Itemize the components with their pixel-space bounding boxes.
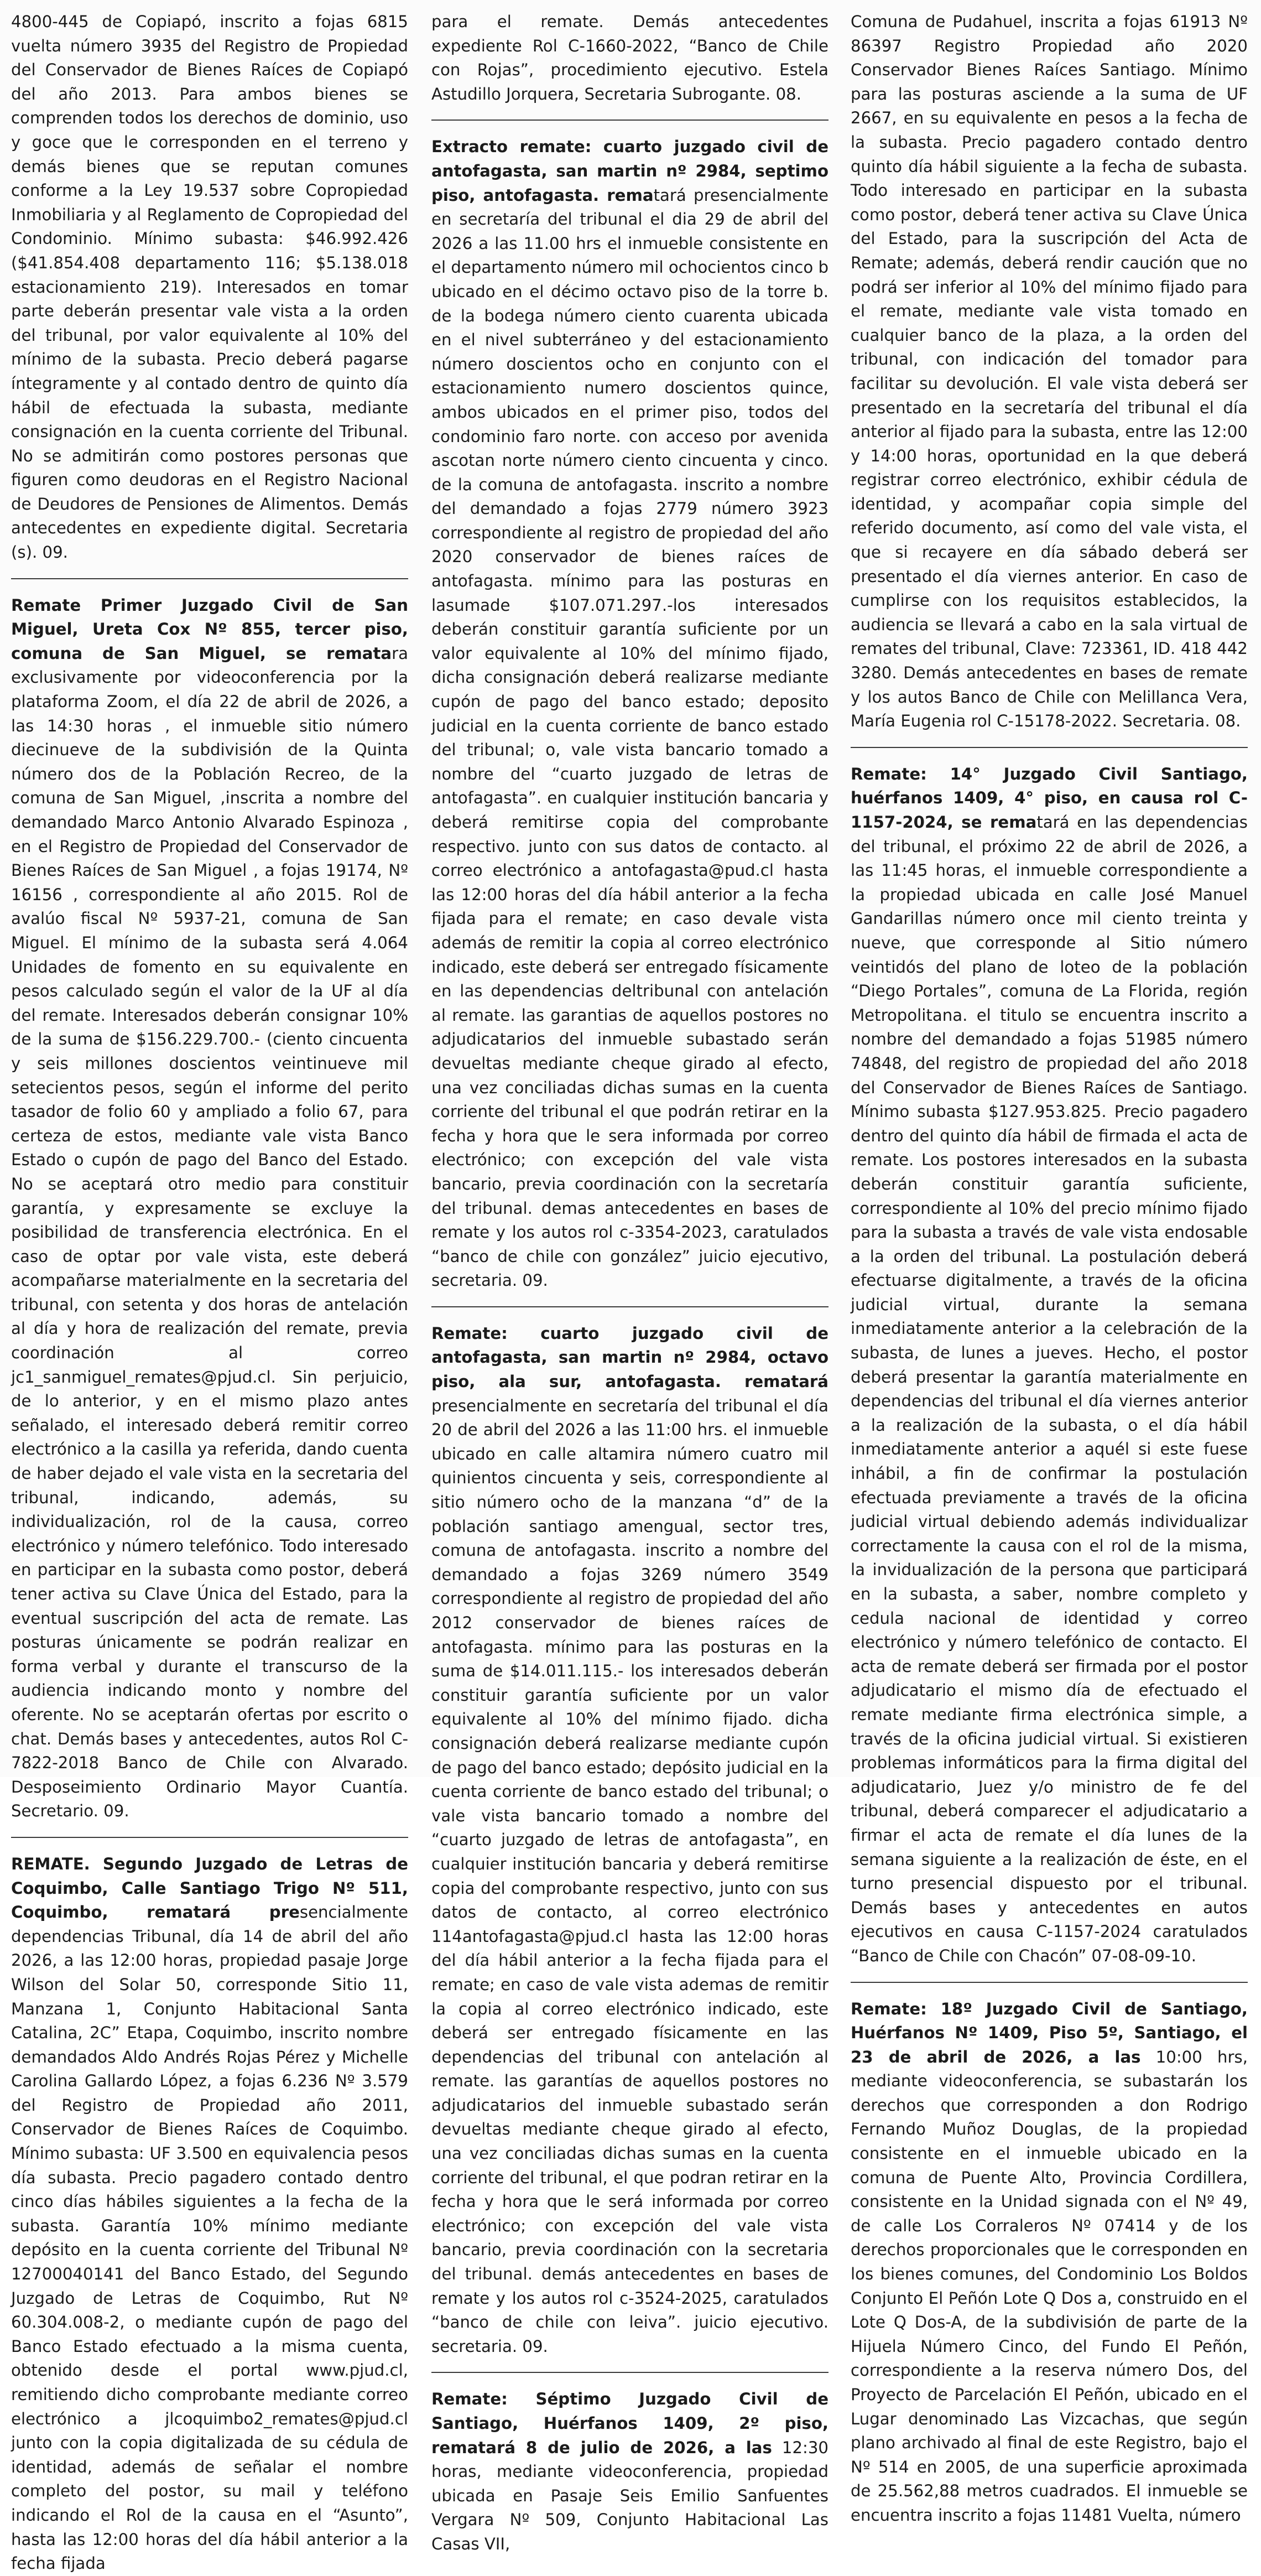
notice-coquimbo [11, 1852, 408, 2576]
notice-heading: Remate Primer Juzgado Civil de San Miguel, Ureta Cox Nº 855, tercer piso, comuna de San Miguel, se remata [11, 595, 408, 663]
notice-continuation [11, 10, 408, 565]
notice-body: Comuna de Pudahuel, inscrita a fojas 61913 Nº 86397 Registro Propiedad año 2020 Conservador Bienes Raíces Santiago. Mínimo para las posturas asciende a la suma de UF 2667, en su equivalente en pesos a la fecha de la subasta. Precio pagadero contado dentro quinto día hábil siguiente a la fecha de subasta. Todo interesado en participar en la subasta como postor, deberá tener activa su Clave Única del Estado, para la suscripción del Acta de Remate; además, deberá rendir caución que no podrá ser inferior al 10% del mínimo fijado para el remate, mediante vale vista tomado en cualquier banco de la plaza, a la orden del tribunal, con indicación del tomador para facilitar su devolución. El vale vista deberá ser presentado en la secretaría del tribunal el día anterior al fijado para la subasta, entre las 12:00 y 14:00 horas, oportunidad en la que deberá registrar correo electrónico, exhibir cédula de identidad, y acompañar copia simple del referido documento, así como del vale vista, el que si recayere en día sábado deberá ser presentado el día viernes anterior. En caso de cumplirse con los requisitos establecidos, la audiencia se llevará a cabo en la sala virtual de remates del tribunal, Clave: 723361, ID. 418 442 3280. Demás antecedentes en bases de remate y los autos Banco de Chile con Melillanca Vera, María Eugenia rol C-15178-2022. Secretaria. 08. [851, 12, 1248, 731]
notice-18-juzgado-santiago [851, 1997, 1248, 2528]
notice-body: 4800-445 de Copiapó, inscrito a fojas 6815 vuelta número 3935 del Registro de Propiedad del Conservador de Bienes Raíces de Copiapó del año 2013. Para ambos bienes se comprenden todos los derechos de dominio, uso y goce que le corresponden en el terreno y demás bienes que se reputan comunes conforme a la Ley 19.537 sobre Copropiedad Inmobiliaria y al Reglamento de Copropiedad del Condominio. Mínimo subasta: $46.992.426 ($41.854.408 departamento 116; $5.138.018 estacionamiento 219). Interesados en tomar parte deberán presentar vale vista a la orden del tribunal, por valor equivalente al 10% del mínimo de la subasta. Precio deberá pagarse íntegramente y al contado dentro de quinto día hábil de efectuada la subasta, mediante consignación en la cuenta corriente del Tribunal. No se admitirán como postores personas que figuren como deudoras en el Registro Nacional de Deudores de Pensiones de Alimentos. Demás antecedentes en expediente digital. Secretaria (s). 09. [11, 12, 408, 562]
notice-heading: REMATE. Segundo Juzgado de Letras de Coquimbo, Calle Santiago Trigo Nº 511, Coquimbo, rematará pre [11, 1854, 408, 1922]
notice-body: tará en las dependencias del tribunal, el próximo 22 de abril de 2026, a las 11:45 horas, el inmueble correspondiente a la propiedad ubicada en calle José Manuel Gandarillas número once mil ciento treinta y nueve, que corresponde al Sitio número veintidós del plano de loteo de la población “Diego Portales”, comuna de La Florida, región Metropolitana. el titulo se encuentra inscrito a nombre del demandado a fojas 51985 número 74848, del registro de propiedad del año 2018 del Conservador de Bienes Raíces de Santiago. Mínimo subasta $127.953.825. Precio pagadero dentro del quinto día hábil de firmada el acta de remate. Los postores interesados en la subasta deberán constituir garantía suficiente, correspondiente al 10% del precio mínimo fijado para la subasta a través de vale vista endosable a la orden del tribunal. La postulación deberá efectuarse digitalmente, a través de la oficina judicial virtual, durante la semana inmediatamente anterior a la celebración de la subasta, de lunes a jueves. Hecho, el postor deberá presentar la garantía materialmente en dependencias del tribunal el día viernes anterior a la realización de la subasta, o el día hábil inmediatamente anterior a aquél si este fuese inhábil, a fin de confirmar la postulación efectuada previamente a través de la oficina judicial virtual debiendo además individualizar correctamente la causa con el rol de la misma, la invidualización de la persona que participará en la subasta, a saber, nombre completo y cedula nacional de identidad y correo electrónico y número telefónico de contacto. El acta de remate deberá ser firmada por el postor adjudicatario el mismo día de efectuado el remate mediante firma electrónica simple, a través de la oficina judicial virtual. Si existieren problemas informáticos para la firma digital del adjudicatario, Juez y/o ministro de fe del tribunal, deberá comparecer el adjudicatario a firmar el acta de remate el día lunes de la semana siguiente a la realización de éste, en el turno presencial dispuesto por el tribunal. Demás bases y antecedentes en autos ejecutivos en causa C-1157-2024 caratulados “Banco de Chile con Chacón” 07-08-09-10. [851, 813, 1248, 1965]
notice-divider [851, 1982, 1248, 1983]
notice-divider [431, 1306, 828, 1307]
notice-body: tará presencialmente en secretaría del tribunal el dia 29 de abril del 2026 a las 11.00 hrs el inmueble consistente en el departamento número mil ochocientos cinco b ubicado en el décimo octavo piso de la torre b. de la bodega número ciento cuarenta ubicada en el nivel subterráneo y del estacionamiento número doscientos ocho en conjunto con el estacionamiento numero doscientos quince, ambos ubicados en el primer piso, todos del condominio faro norte. con acceso por avenida ascotan norte número ciento cincuenta y cinco. de la comuna de antofagasta. inscrito a nombre del demandado a fojas 2779 número 3923 correspondiente al registro de propiedad del año 2020 conservador de bienes raíces de antofagasta. mínimo para las posturas en lasumade $107.071.297.-los interesados deberán constituir garantía suficiente por un valor equivalente al 10% del mínimo fijado, dicha consignación deberá realizarse mediante cupón de pago del banco estado; deposito judicial en la cuenta corriente de banco estado del tribunal; o, vale vista bancario tomado a nombre del “cuarto juzgado de letras de antofagasta”. en cualquier institución bancaria y deberá remitirse copia del comprobante respectivo. junto con sus datos de contacto. al correo electrónico a antofagasta@pud.cl hasta las 12:00 horas del día hábil anterior a la fecha fijada para el remate; en caso devale vista además de remitir la copia al correo electrónico indicado, este deberá ser entregado físicamente en las dependencias deltribunal con antelación al remate. las garantias de aquellos postores no adjudicatarios del inmueble subastado serán devueltas mediante cheque girado al efecto, una vez conciliadas dichas sumas en la cuenta corriente del tribunal el que podrán retirar en la fecha y hora que le sera informada por correo electrónico; con excepción del vale vista bancario, previa coordinación con la secretaría del tribunal. demas antecedentes en bases de remate y los autos rol c-3354-2023, caratulados “banco de chile con gonzález” juicio ejecutivo, secretaria. 09. [431, 185, 828, 1290]
notice-heading: Remate: Séptimo Juzgado Civil de Santiago, Huérfanos 1409, 2º piso, rematará 8 de julio de 2026, a las [431, 2390, 828, 2457]
notice-heading: Remate: 18º Juzgado Civil de Santiago, Huérfanos Nº 1409, Piso 5º, Santiago, el 23 de abril de 2026, a las [851, 1999, 1248, 2066]
notice-body: ra exclusivamente por videoconferencia por la plataforma Zoom, el día 22 de abril de 2026, a las 14:30 horas , el inmueble sitio número diecinueve de la subdivisión de la Quinta número dos de la Población Recreo, de la comuna de San Miguel, ,inscrita a nombre del demandado Marco Antonio Alvarado Espinoza , en el Registro de Propiedad del Conservador de Bienes Raíces de San Miguel , a fojas 19174, Nº 16156 , correspondiente al año 2015. Rol de avalúo fiscal Nº 5937-21, comuna de San Miguel. El mínimo de la subasta será 4.064 Unidades de fomento en su equivalente en pesos calculado según el valor de la UF al día del remate. Interesados deberán consignar 10% de la suma de $156.229.700.- (ciento cincuenta y seis millones doscientos veintinueve mil setecientos pesos, según el informe del perito tasador de folio 60 y ampliado a folio 67, para certeza de estos, mediante vale vista Banco Estado o cupón de pago del Banco del Estado. No se aceptará otro medio para constituir garantía, y expresamente se excluye la posibilidad de transferencia electrónica. En el caso de optar por vale vista, este deberá acompañarse materialmente en la secretaria del tribunal, con setenta y dos horas de antelación al día y hora de realización del remate, previa coordinación al correo jc1_sanmiguel_remates@pjud.cl. Sin perjuicio, de lo anterior, y en el mismo plazo antes señalado, el interesado deberá remitir correo electrónico a la casilla ya referida, dando cuenta de haber dejado el vale vista en la secretaria del tribunal, indicando, además, su individualización, rol de la causa, correo electrónico y número telefónico. Todo interesado en participar en la subasta como postor, deberá tener activa su Clave Única del Estado, para la eventual suscripción del acta de remate. Las posturas únicamente se podrán realizar en forma verbal y durante el transcurso de la audiencia indicando monto y nombre del oferente. No se aceptarán ofertas por escrito o chat. Demás bases y antecedentes, autos Rol C-7822-2018 Banco de Chile con Alvarado. Desposeimiento Ordinario Mayor Cuantía. Secretario. 09. [11, 643, 408, 1821]
notice-body: 12:30 horas, mediante videoconferencia, propiedad ubicada en Pasaje Seis Emilio Sanfuentes Vergara Nº 509, Conjunto Habitacional Las Casas VII, [431, 2438, 828, 2553]
notice-heading: Extracto remate: cuarto juzgado civil de antofagasta, san martin nº 2984, septimo piso, antofagasta. rema [431, 137, 828, 205]
notice-body: para el remate. Demás antecedentes expediente Rol C-1660-2022, “Banco de Chile con Rojas”, procedimiento ejecutivo. Estela Astudillo Jorquera, Secretaria Subrogante. 08. [431, 12, 828, 103]
notice-continuation [431, 10, 828, 106]
notice-san-miguel [11, 594, 408, 1824]
notice-antofagasta-septimo [431, 135, 828, 1293]
notice-divider [11, 1837, 408, 1838]
notice-divider [431, 2372, 828, 2373]
notice-divider [851, 747, 1248, 748]
notice-body: presencialmente en secretaría del tribunal el día 20 de abril del 2026 a las 11:00 hrs. el inmueble ubicado en calle altamira número cuatro mil quinientos cincuenta y seis, correspondiente al sitio número ocho de la manzana “d” de la población santiago amengual, sector tres, comuna de antofagasta. inscrito a nombre del demandado a fojas 3269 número 3549 correspondiente al registro de propiedad del año 2012 conservador de bienes raíces de antofagasta. mínimo para las posturas en la suma de $14.011.115.- los interesados deberán constituir garantía suficiente por un valor equivalente al 10% del mínimo fijado. dicha consignación deberá realizarse mediante cupón de pago del banco estado; depósito judicial en la cuenta corriente de banco estado del tribunal; o vale vista bancario tomado a nombre del “cuarto juzgado de letras de antofagasta”, en cualquier institución bancaria y deberá remitirse copia del comprobante respectivo, junto con sus datos de contacto, al correo electrónico 114antofagasta@pjud.cl hasta las 12:00 horas del día hábil anterior a la fecha fijada para el remate; en caso de vale vista ademas de remitir la copia al correo electrónico indicado, este deberá ser entregado físicamente en las dependencias del tribunal con antelación al remate. las garantías de aquellos postores no adjudicatarios del inmueble subastado serán devueltas mediante cheque girado al efecto, una vez conciliadas dichas sumas en la cuenta corriente del tribunal, el que podran retirar en la fecha y hora que le será informada por correo electrónico; con excepción del vale vista bancario, previa coordinación con la secretaria del tribunal. demás antecedentes en bases de remate y los autos rol c-3524-2025, caratulados “banco de chile con leiva”. juicio ejecutivo. secretaria. 09. [431, 1396, 828, 2356]
notice-septimo-santiago [431, 2387, 828, 2556]
notice-heading: Remate: 14° Juzgado Civil Santiago, huérfanos 1409, 4° piso, en causa rol C-1157-2024, se rema [851, 764, 1248, 832]
notice-divider [431, 120, 828, 121]
notice-body: sencialmente dependencias Tribunal, día 14 de abril del año 2026, a las 12:00 horas, propiedad pasaje Jorge Wilson del Solar 50, corresponde Sitio 11, Manzana 1, Conjunto Habitacional Santa Catalina, 2C” Etapa, Coquimbo, inscrito nombre demandados Aldo Andrés Rojas Pérez y Michelle Carolina Gallardo López, a fojas 6.236 Nº 3.579 del Registro de Propiedad año 2011, Conservador de Bienes Raíces de Coquimbo. Mínimo subasta: UF 3.500 en equivalencia pesos día subasta. Precio pagadero contado dentro cinco días hábiles siguientes a la fecha de la subasta. Garantía 10% mínimo mediante depósito en la cuenta corriente del Tribunal Nº 12700040141 del Banco Estado, del Segundo Juzgado de Letras de Coquimbo, Rut Nº 60.304.008-2, o mediante cupón de pago del Banco Estado efectuado a la misma cuenta, obtenido desde el portal www.pjud.cl, remitiendo dicho comprobante mediante correo electrónico a jlcoquimbo2_remates@pjud.cl junto con la copia digitalizada de su cédula de identidad, además de señalar el nombre completo del postor, su mail y teléfono indicando el Rol de la causa en el “Asunto”, hasta las 12:00 horas del día hábil anterior a la fecha fijada [11, 1903, 408, 2573]
column-2 [431, 10, 828, 2553]
column-3 [851, 10, 1248, 2525]
notice-continuation [851, 10, 1248, 734]
notice-antofagasta-octavo [431, 1322, 828, 2359]
notice-body: 10:00 hrs, mediante videoconferencia, se subastarán los derechos que corresponden a don Rodrigo Fernando Muñoz Douglas, de la propiedad consistente en el inmueble ubicado en la comuna de Puente Alto, Provincia Cordillera, consistente en la Unidad signada con el Nº 49, de calle Los Corraleros Nº 07414 y de los derechos proporcionales que le corresponden en los bienes comunes, del Condominio Los Boldos Conjunto El Peñón Lote Q Dos a, construido en el Lote Q Dos-A, de la subdivisión de parte de la Hijuela Número Cinco, del Fundo El Peñón, correspondiente a la reserva número Dos, del Proyecto de Parcelación El Peñón, ubicado en el Lugar denominado Las Vizcachas, que según plano archivado al final de este Registro, bajo el Nº 514 en 2005, de una superficie aproximada de 25.562,88 metros cuadrados. El inmueble se encuentra inscrito a fojas 11481 Vuelta, número [851, 2047, 1248, 2525]
column-1 [11, 10, 408, 2573]
notice-heading: Remate: cuarto juzgado civil de antofagasta, san martin nº 2984, octavo piso, ala sur, antofagasta. rematará [431, 1323, 828, 1391]
notice-divider [11, 578, 408, 579]
notice-14-juzgado-santiago [851, 762, 1248, 1969]
